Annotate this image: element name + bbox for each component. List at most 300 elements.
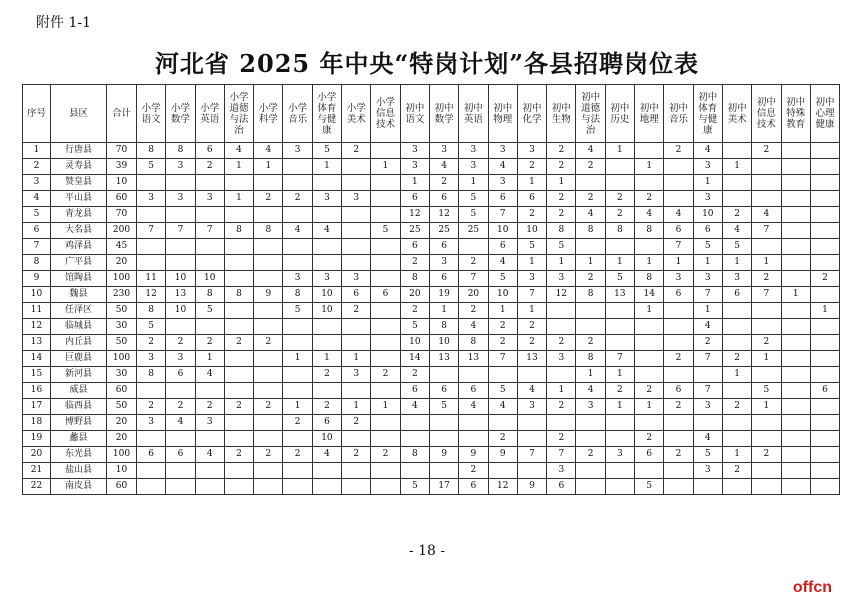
table-cell	[224, 463, 253, 479]
table-cell: 1	[576, 255, 605, 271]
table-cell: 2	[488, 319, 517, 335]
table-cell: 12	[547, 287, 576, 303]
table-cell	[224, 431, 253, 447]
table-cell: 5	[488, 271, 517, 287]
table-cell	[781, 367, 810, 383]
table-cell: 3	[283, 271, 312, 287]
watermark-logo: offcn	[792, 579, 832, 596]
table-row	[23, 383, 840, 399]
recruitment-table	[22, 84, 840, 495]
table-cell: 3	[429, 255, 458, 271]
table-cell	[371, 175, 400, 191]
table-cell: 2	[224, 447, 253, 463]
table-cell	[722, 143, 751, 159]
table-cell	[371, 431, 400, 447]
table-cell: 2	[547, 335, 576, 351]
column-header: 初中物理	[488, 85, 517, 143]
table-cell: 5	[459, 207, 488, 223]
table-row	[23, 271, 840, 287]
table-cell: 8	[547, 223, 576, 239]
table-cell: 3	[693, 191, 722, 207]
table-cell	[283, 431, 312, 447]
table-cell	[752, 175, 781, 191]
table-cell	[722, 383, 751, 399]
table-cell	[342, 335, 371, 351]
table-cell: 2	[283, 447, 312, 463]
table-cell	[429, 431, 458, 447]
table-cell: 5	[137, 159, 166, 175]
table-cell	[283, 335, 312, 351]
table-cell: 3	[576, 399, 605, 415]
table-cell	[810, 431, 839, 447]
table-cell: 5	[312, 143, 341, 159]
table-cell: 9	[488, 447, 517, 463]
table-body	[23, 143, 840, 495]
table-cell: 6	[429, 191, 458, 207]
table-cell: 1	[693, 303, 722, 319]
table-cell: 1	[517, 303, 546, 319]
table-cell: 20	[400, 287, 429, 303]
table-cell: 6	[459, 479, 488, 495]
table-cell	[781, 335, 810, 351]
table-cell: 7	[488, 207, 517, 223]
table-cell: 12	[400, 207, 429, 223]
table-cell	[517, 431, 546, 447]
table-cell: 5	[488, 383, 517, 399]
table-cell	[488, 415, 517, 431]
table-cell: 12	[488, 479, 517, 495]
table-cell	[195, 207, 224, 223]
table-cell	[605, 431, 634, 447]
table-cell	[664, 431, 693, 447]
table-row	[23, 175, 840, 191]
table-cell: 1	[635, 255, 664, 271]
county-name-cell: 平山县	[51, 191, 107, 207]
table-cell: 19	[23, 431, 51, 447]
table-cell	[312, 175, 341, 191]
table-cell: 4	[517, 383, 546, 399]
table-cell	[635, 351, 664, 367]
table-cell	[752, 431, 781, 447]
table-cell: 1	[722, 447, 751, 463]
table-cell: 4	[224, 143, 253, 159]
table-cell: 2	[166, 335, 195, 351]
table-cell	[137, 431, 166, 447]
table-cell	[605, 415, 634, 431]
table-cell	[605, 335, 634, 351]
table-row	[23, 415, 840, 431]
table-cell	[371, 479, 400, 495]
table-cell	[254, 415, 283, 431]
table-cell	[371, 143, 400, 159]
table-cell	[342, 255, 371, 271]
table-cell: 21	[23, 463, 51, 479]
table-cell	[166, 431, 195, 447]
table-cell	[664, 335, 693, 351]
table-cell: 5	[195, 303, 224, 319]
table-cell: 1	[312, 159, 341, 175]
table-cell: 4	[488, 255, 517, 271]
table-cell: 10	[166, 271, 195, 287]
table-cell	[224, 415, 253, 431]
table-cell: 2	[547, 159, 576, 175]
table-cell: 2	[664, 447, 693, 463]
table-cell	[254, 271, 283, 287]
table-cell	[342, 431, 371, 447]
column-header: 初中信息技术	[752, 85, 781, 143]
table-cell: 6	[488, 239, 517, 255]
table-cell	[195, 175, 224, 191]
table-row	[23, 239, 840, 255]
table-cell: 13	[23, 335, 51, 351]
table-cell: 100	[107, 447, 137, 463]
table-cell: 1	[488, 303, 517, 319]
table-cell: 13	[459, 351, 488, 367]
table-cell	[195, 239, 224, 255]
table-cell: 10	[517, 223, 546, 239]
table-cell: 8	[254, 223, 283, 239]
table-cell: 7	[693, 287, 722, 303]
table-cell	[254, 463, 283, 479]
table-cell: 5	[137, 319, 166, 335]
table-header-row	[23, 85, 840, 143]
table-cell: 11	[137, 271, 166, 287]
table-cell: 1	[23, 143, 51, 159]
table-cell: 10	[429, 335, 458, 351]
table-cell: 3	[166, 191, 195, 207]
table-cell: 1	[605, 255, 634, 271]
table-cell: 2	[400, 367, 429, 383]
table-cell: 8	[400, 271, 429, 287]
table-cell: 2	[517, 319, 546, 335]
table-cell	[254, 383, 283, 399]
table-cell	[166, 239, 195, 255]
table-cell: 100	[107, 351, 137, 367]
table-cell: 1	[342, 399, 371, 415]
table-cell	[517, 367, 546, 383]
table-cell: 6	[400, 239, 429, 255]
table-cell	[283, 207, 312, 223]
table-cell: 1	[810, 303, 839, 319]
table-cell	[810, 159, 839, 175]
table-cell	[166, 319, 195, 335]
table-cell: 5	[371, 223, 400, 239]
table-cell: 3	[429, 143, 458, 159]
table-cell: 8	[283, 287, 312, 303]
table-cell	[224, 479, 253, 495]
table-cell: 2	[635, 383, 664, 399]
table-cell	[781, 271, 810, 287]
table-cell: 1	[547, 175, 576, 191]
table-cell	[283, 239, 312, 255]
table-cell	[342, 479, 371, 495]
column-header: 初中英语	[459, 85, 488, 143]
table-cell: 3	[722, 271, 751, 287]
table-cell: 3	[459, 143, 488, 159]
table-cell	[693, 367, 722, 383]
table-cell	[283, 463, 312, 479]
table-cell	[254, 207, 283, 223]
table-cell: 1	[635, 399, 664, 415]
table-cell	[693, 479, 722, 495]
table-cell	[576, 319, 605, 335]
table-cell	[137, 479, 166, 495]
table-cell	[781, 399, 810, 415]
table-cell	[254, 255, 283, 271]
county-name-cell: 任泽区	[51, 303, 107, 319]
table-cell	[810, 447, 839, 463]
table-cell: 2	[664, 399, 693, 415]
table-cell: 2	[547, 143, 576, 159]
table-cell	[488, 367, 517, 383]
table-cell: 60	[107, 191, 137, 207]
table-cell	[342, 239, 371, 255]
table-cell: 2	[605, 383, 634, 399]
page-title: 河北省 2025 年中央“特岗计划”各县招聘岗位表	[154, 49, 700, 78]
table-row	[23, 447, 840, 463]
table-cell: 1	[722, 367, 751, 383]
county-name-cell: 盐山县	[51, 463, 107, 479]
county-name-cell: 魏县	[51, 287, 107, 303]
table-cell: 6	[166, 367, 195, 383]
table-cell	[576, 415, 605, 431]
table-cell	[752, 319, 781, 335]
table-cell	[693, 415, 722, 431]
table-cell: 7	[517, 447, 546, 463]
table-cell: 5	[23, 207, 51, 223]
table-cell: 2	[576, 159, 605, 175]
table-cell	[254, 367, 283, 383]
table-cell: 70	[107, 143, 137, 159]
table-cell	[371, 351, 400, 367]
table-cell: 3	[137, 191, 166, 207]
column-header: 小学体育与健康	[312, 85, 341, 143]
table-cell	[635, 143, 664, 159]
county-name-cell: 馆陶县	[51, 271, 107, 287]
county-name-cell: 青龙县	[51, 207, 107, 223]
table-cell	[752, 415, 781, 431]
table-cell: 8	[576, 287, 605, 303]
table-cell	[576, 239, 605, 255]
table-cell: 13	[517, 351, 546, 367]
table-cell: 2	[137, 335, 166, 351]
column-header: 初中化学	[517, 85, 546, 143]
table-cell: 5	[693, 239, 722, 255]
table-row	[23, 159, 840, 175]
table-cell	[224, 303, 253, 319]
table-cell	[752, 367, 781, 383]
table-cell: 2	[722, 351, 751, 367]
table-cell: 1	[752, 399, 781, 415]
table-cell: 4	[23, 191, 51, 207]
table-cell: 10	[693, 207, 722, 223]
table-cell: 5	[722, 239, 751, 255]
table-cell	[371, 239, 400, 255]
column-header: 初中心理健康	[810, 85, 839, 143]
table-cell: 6	[429, 239, 458, 255]
table-cell: 5	[429, 399, 458, 415]
table-cell	[635, 415, 664, 431]
table-cell	[810, 255, 839, 271]
table-cell: 2	[283, 415, 312, 431]
attachment-label: 附件 1-1	[36, 15, 91, 31]
table-cell	[781, 239, 810, 255]
table-row	[23, 335, 840, 351]
table-cell: 2	[517, 335, 546, 351]
table-cell: 6	[23, 223, 51, 239]
table-cell: 8	[635, 223, 664, 239]
table-cell	[254, 431, 283, 447]
table-cell	[283, 255, 312, 271]
table-cell: 1	[254, 159, 283, 175]
table-cell: 2	[547, 399, 576, 415]
table-cell: 30	[107, 319, 137, 335]
table-cell: 5	[605, 271, 634, 287]
table-cell	[459, 431, 488, 447]
table-cell: 60	[107, 383, 137, 399]
table-cell: 1	[605, 143, 634, 159]
table-cell: 70	[107, 207, 137, 223]
column-header: 初中音乐	[664, 85, 693, 143]
table-cell: 7	[23, 239, 51, 255]
county-name-cell: 蠡县	[51, 431, 107, 447]
table-cell	[547, 319, 576, 335]
table-cell: 1	[547, 383, 576, 399]
table-cell	[752, 303, 781, 319]
county-name-cell: 大名县	[51, 223, 107, 239]
table-cell	[342, 223, 371, 239]
table-cell	[371, 335, 400, 351]
table-cell: 9	[23, 271, 51, 287]
column-header: 初中体育与健康	[693, 85, 722, 143]
table-cell	[781, 143, 810, 159]
table-cell	[312, 383, 341, 399]
table-cell: 2	[166, 399, 195, 415]
table-cell	[547, 415, 576, 431]
table-cell: 3	[23, 175, 51, 191]
table-cell	[810, 143, 839, 159]
table-cell: 3	[312, 191, 341, 207]
column-header: 初中道德与法治	[576, 85, 605, 143]
table-cell	[722, 479, 751, 495]
table-cell: 5	[693, 447, 722, 463]
table-cell: 1	[752, 255, 781, 271]
table-cell: 9	[517, 479, 546, 495]
table-cell	[605, 175, 634, 191]
table-cell: 3	[605, 447, 634, 463]
column-header: 初中美术	[722, 85, 751, 143]
table-cell: 1	[342, 351, 371, 367]
table-cell	[517, 463, 546, 479]
table-cell	[283, 383, 312, 399]
table-cell: 2	[664, 143, 693, 159]
table-cell	[312, 335, 341, 351]
table-cell: 3	[547, 463, 576, 479]
table-cell: 6	[722, 287, 751, 303]
table-cell: 2	[576, 191, 605, 207]
table-cell: 1	[224, 159, 253, 175]
table-cell: 6	[693, 223, 722, 239]
table-cell: 3	[517, 399, 546, 415]
table-cell	[664, 367, 693, 383]
table-cell	[635, 175, 664, 191]
table-cell	[342, 159, 371, 175]
table-cell	[810, 207, 839, 223]
table-cell: 2	[342, 447, 371, 463]
table-cell: 2	[224, 335, 253, 351]
table-row	[23, 207, 840, 223]
table-cell: 4	[752, 207, 781, 223]
column-header: 初中语文	[400, 85, 429, 143]
table-cell: 2	[283, 191, 312, 207]
table-cell	[576, 303, 605, 319]
table-cell: 6	[459, 383, 488, 399]
table-cell: 9	[429, 447, 458, 463]
column-header: 小学科学	[254, 85, 283, 143]
table-cell: 8	[195, 287, 224, 303]
table-cell: 8	[576, 351, 605, 367]
table-cell	[664, 303, 693, 319]
table-cell: 10	[195, 271, 224, 287]
table-cell: 1	[371, 159, 400, 175]
table-cell: 1	[517, 175, 546, 191]
column-header: 初中历史	[605, 85, 634, 143]
table-row	[23, 287, 840, 303]
table-cell: 2	[195, 335, 224, 351]
table-cell: 2	[752, 143, 781, 159]
table-cell	[312, 463, 341, 479]
table-cell: 39	[107, 159, 137, 175]
table-cell: 200	[107, 223, 137, 239]
table-cell: 1	[517, 255, 546, 271]
table-cell: 1	[459, 175, 488, 191]
table-cell: 8	[429, 319, 458, 335]
table-cell: 1	[429, 303, 458, 319]
table-cell: 1	[312, 351, 341, 367]
table-cell	[137, 383, 166, 399]
table-row	[23, 303, 840, 319]
table-cell: 4	[635, 207, 664, 223]
table-cell	[429, 463, 458, 479]
table-cell: 6	[312, 415, 341, 431]
table-cell: 2	[195, 159, 224, 175]
table-cell	[283, 175, 312, 191]
table-cell: 4	[693, 319, 722, 335]
table-cell: 6	[400, 383, 429, 399]
table-cell: 1	[195, 351, 224, 367]
table-cell: 6	[635, 447, 664, 463]
table-cell	[429, 415, 458, 431]
table-cell	[371, 463, 400, 479]
table-cell	[517, 415, 546, 431]
table-cell: 13	[605, 287, 634, 303]
table-cell	[283, 367, 312, 383]
table-cell	[224, 271, 253, 287]
table-cell	[137, 175, 166, 191]
table-cell: 17	[23, 399, 51, 415]
table-cell	[605, 159, 634, 175]
table-cell: 4	[664, 207, 693, 223]
table-cell	[722, 415, 751, 431]
table-cell: 7	[488, 351, 517, 367]
table-cell	[254, 479, 283, 495]
table-cell: 4	[400, 399, 429, 415]
table-cell	[635, 367, 664, 383]
table-cell: 8	[224, 223, 253, 239]
table-cell: 4	[429, 159, 458, 175]
table-cell	[576, 463, 605, 479]
table-cell: 18	[23, 415, 51, 431]
